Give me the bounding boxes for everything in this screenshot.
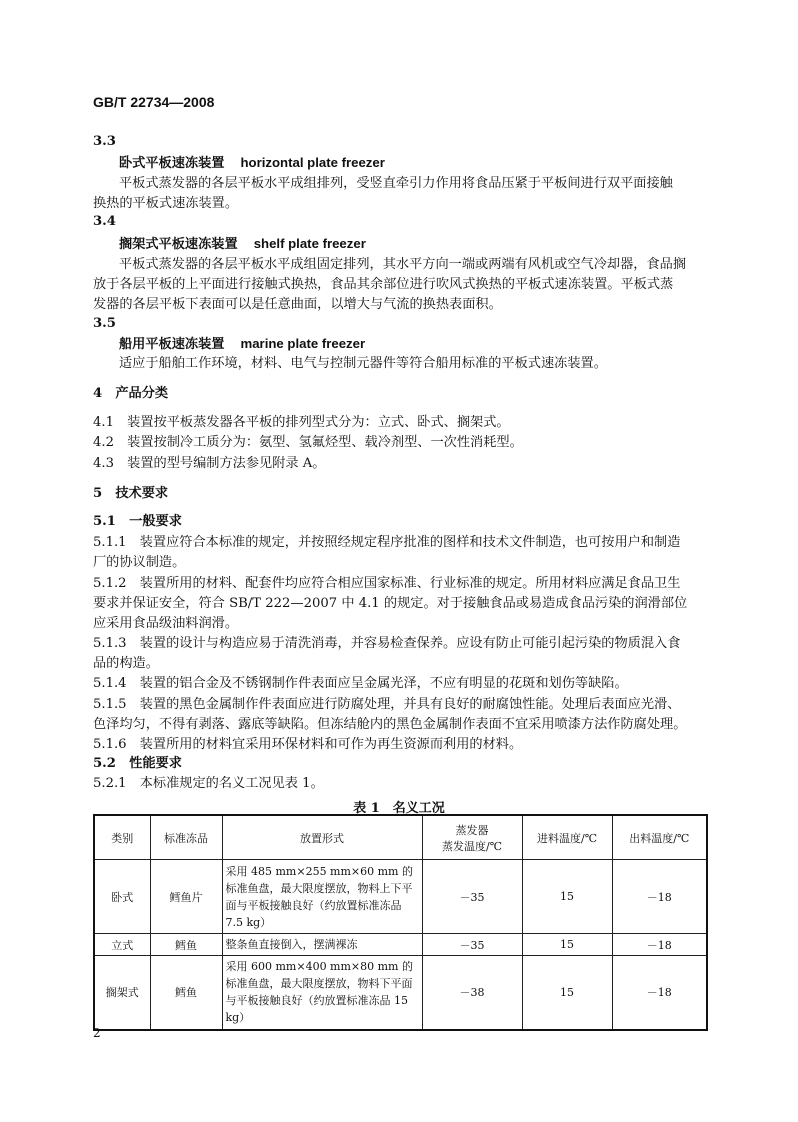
header-cell: 类别 — [94, 815, 150, 860]
table-row — [94, 934, 707, 956]
product-cell: 鳕鱼 — [150, 934, 222, 956]
inlet-temp-cell: 15 — [522, 934, 612, 956]
type-cell: 卧式 — [94, 860, 150, 934]
placement-cell: 采用 485 mm×255 mm×60 mm 的标准鱼盘，最大限度摆放，物料上下平面与平板接触良好（约放置标准冻品 7.5 kg） — [222, 860, 422, 934]
term-en: horizontal plate freezer — [240, 155, 385, 170]
header-cell: 出料温度/℃ — [612, 815, 707, 860]
outlet-temp-cell: －18 — [612, 934, 707, 956]
product-cell: 鳕鱼 — [150, 956, 222, 1030]
term-cn: 搁架式平板速冻装置 — [119, 237, 238, 252]
definition-line: 换热的平板式速冻装置。 — [93, 196, 239, 211]
type-cell: 立式 — [94, 934, 150, 956]
term-3-5 — [119, 336, 365, 353]
clause-4-2: 4.2 装置按制冷工质分为：氨型、氢氟烃型、载冷剂型、一次性消耗型。 — [93, 435, 523, 450]
evap-temp-cell: －35 — [422, 860, 522, 934]
chapter-heading-4: 4 产品分类 — [93, 386, 169, 401]
clause-4-1: 4.1 装置按平板蒸发器各平板的排列型式分为：立式、卧式、搁架式。 — [93, 415, 510, 430]
term-en: shelf plate freezer — [253, 236, 366, 251]
definition-line: 平板式蒸发器的各层平板水平成组固定排列，其水平方向一端或两端有风机或空气冷却器，食品搁 — [119, 257, 687, 272]
clause-5-1-2-cont: 要求并保证安全，符合 SB/T 222—2007 中 4.1 的规定。对于接触食品或易造成食品污染的润滑部位 — [93, 596, 688, 611]
product-cell: 鳕鱼片 — [150, 860, 222, 934]
clause-5-1-1-cont: 厂的协议制造。 — [93, 555, 186, 570]
clause-5-1-4: 5.1.4 装置的铝合金及不锈钢制作件表面应呈金属光泽，不应有明显的花斑和划伤等缺陷。 — [93, 676, 628, 691]
clause-5-1-2-cont: 应采用食品级油料润滑。 — [93, 616, 239, 631]
term-3-3 — [119, 155, 385, 172]
term-cn: 卧式平板速冻装置 — [119, 156, 225, 171]
header-cell: 标准冻品 — [150, 815, 222, 860]
placement-cell: 采用 600 mm×400 mm×80 mm 的标准鱼盘，最大限度摆放，物料下平面与平板接触良好（约放置标准冻品 15 kg） — [222, 956, 422, 1030]
page-number: 2 — [93, 1026, 101, 1040]
clause-5-2-1: 5.2.1 本标准规定的名义工况见表 1。 — [93, 776, 324, 791]
clause-number-3-4: 3.4 — [93, 214, 116, 229]
standard-number-header: GB/T 22734—2008 — [93, 94, 215, 110]
section-heading-5-2: 5.2 性能要求 — [93, 756, 182, 771]
outlet-temp-cell: －18 — [612, 956, 707, 1030]
evap-temp-cell: －35 — [422, 934, 522, 956]
clause-5-1-3-cont: 品的构造。 — [93, 656, 159, 671]
header-cell: 放置形式 — [222, 815, 422, 860]
clause-5-1-1: 5.1.1 装置应符合本标准的规定，并按照经规定程序批准的图样和技术文件制造，也可按用户和制造 — [93, 535, 681, 550]
inlet-temp-cell: 15 — [522, 956, 612, 1030]
term-3-4 — [119, 236, 366, 253]
section-heading-5-1: 5.1 一般要求 — [93, 514, 182, 529]
clause-number-3-3: 3.3 — [93, 134, 116, 149]
clause-5-1-3: 5.1.3 装置的设计与构造应易于清洗消毒，并容易检查保养。应设有防止可能引起污染的物质混入食 — [93, 636, 681, 651]
definition-line: 适应于船舶工作环境，材料、电气与控制元器件等符合船用标准的平板式速冻装置。 — [119, 356, 607, 371]
clause-5-1-2: 5.1.2 装置所用的材料、配套件均应符合相应国家标准、行业标准的规定。所用材料应满足食品卫生 — [93, 576, 681, 591]
type-cell: 搁架式 — [94, 956, 150, 1030]
table-caption: 表 1 名义工况 — [353, 801, 445, 816]
term-cn: 船用平板速冻装置 — [119, 337, 225, 352]
clause-5-1-5-cont: 色泽均匀，不得有剥落、露底等缺陷。但冻结舱内的黑色金属制作表面不宜采用喷漆方法作防腐处理。 — [93, 717, 687, 732]
table-row — [94, 956, 707, 1030]
table-header-row — [94, 815, 707, 860]
definition-line: 发器的各层平板下表面可以是任意曲面，以增大与气流的换热表面积。 — [93, 297, 502, 312]
header-cell: 进料温度/℃ — [522, 815, 612, 860]
placement-cell: 整条鱼直接倒入，摆满裸冻 — [222, 934, 422, 956]
term-en: marine plate freezer — [240, 336, 366, 351]
chapter-heading-5: 5 技术要求 — [93, 486, 169, 501]
clause-4-3: 4.3 装置的型号编制方法参见附录 A。 — [93, 456, 326, 471]
clause-5-1-5: 5.1.5 装置的黑色金属制作件表面应进行防腐处理，并具有良好的耐腐蚀性能。处理后表面应光滑、 — [93, 697, 681, 712]
outlet-temp-cell: －18 — [612, 860, 707, 934]
clause-5-1-6: 5.1.6 装置所用的材料宜采用环保材料和可作为再生资源而利用的材料。 — [93, 737, 523, 752]
table-row — [94, 860, 707, 934]
inlet-temp-cell: 15 — [522, 860, 612, 934]
nominal-conditions-table — [93, 814, 708, 1031]
header-cell: 蒸发器 蒸发温度/℃ — [422, 815, 522, 860]
definition-line: 放于各层平板的上平面进行接触式换热，食品其余部位进行吹风式换热的平板式速冻装置。平板式蒸 — [93, 277, 674, 292]
definition-line: 平板式蒸发器的各层平板水平成组排列，受竖直牵引力作用将食品压紧于平板间进行双平面接触 — [119, 176, 673, 191]
clause-number-3-5: 3.5 — [93, 316, 116, 331]
evap-temp-cell: －38 — [422, 956, 522, 1030]
